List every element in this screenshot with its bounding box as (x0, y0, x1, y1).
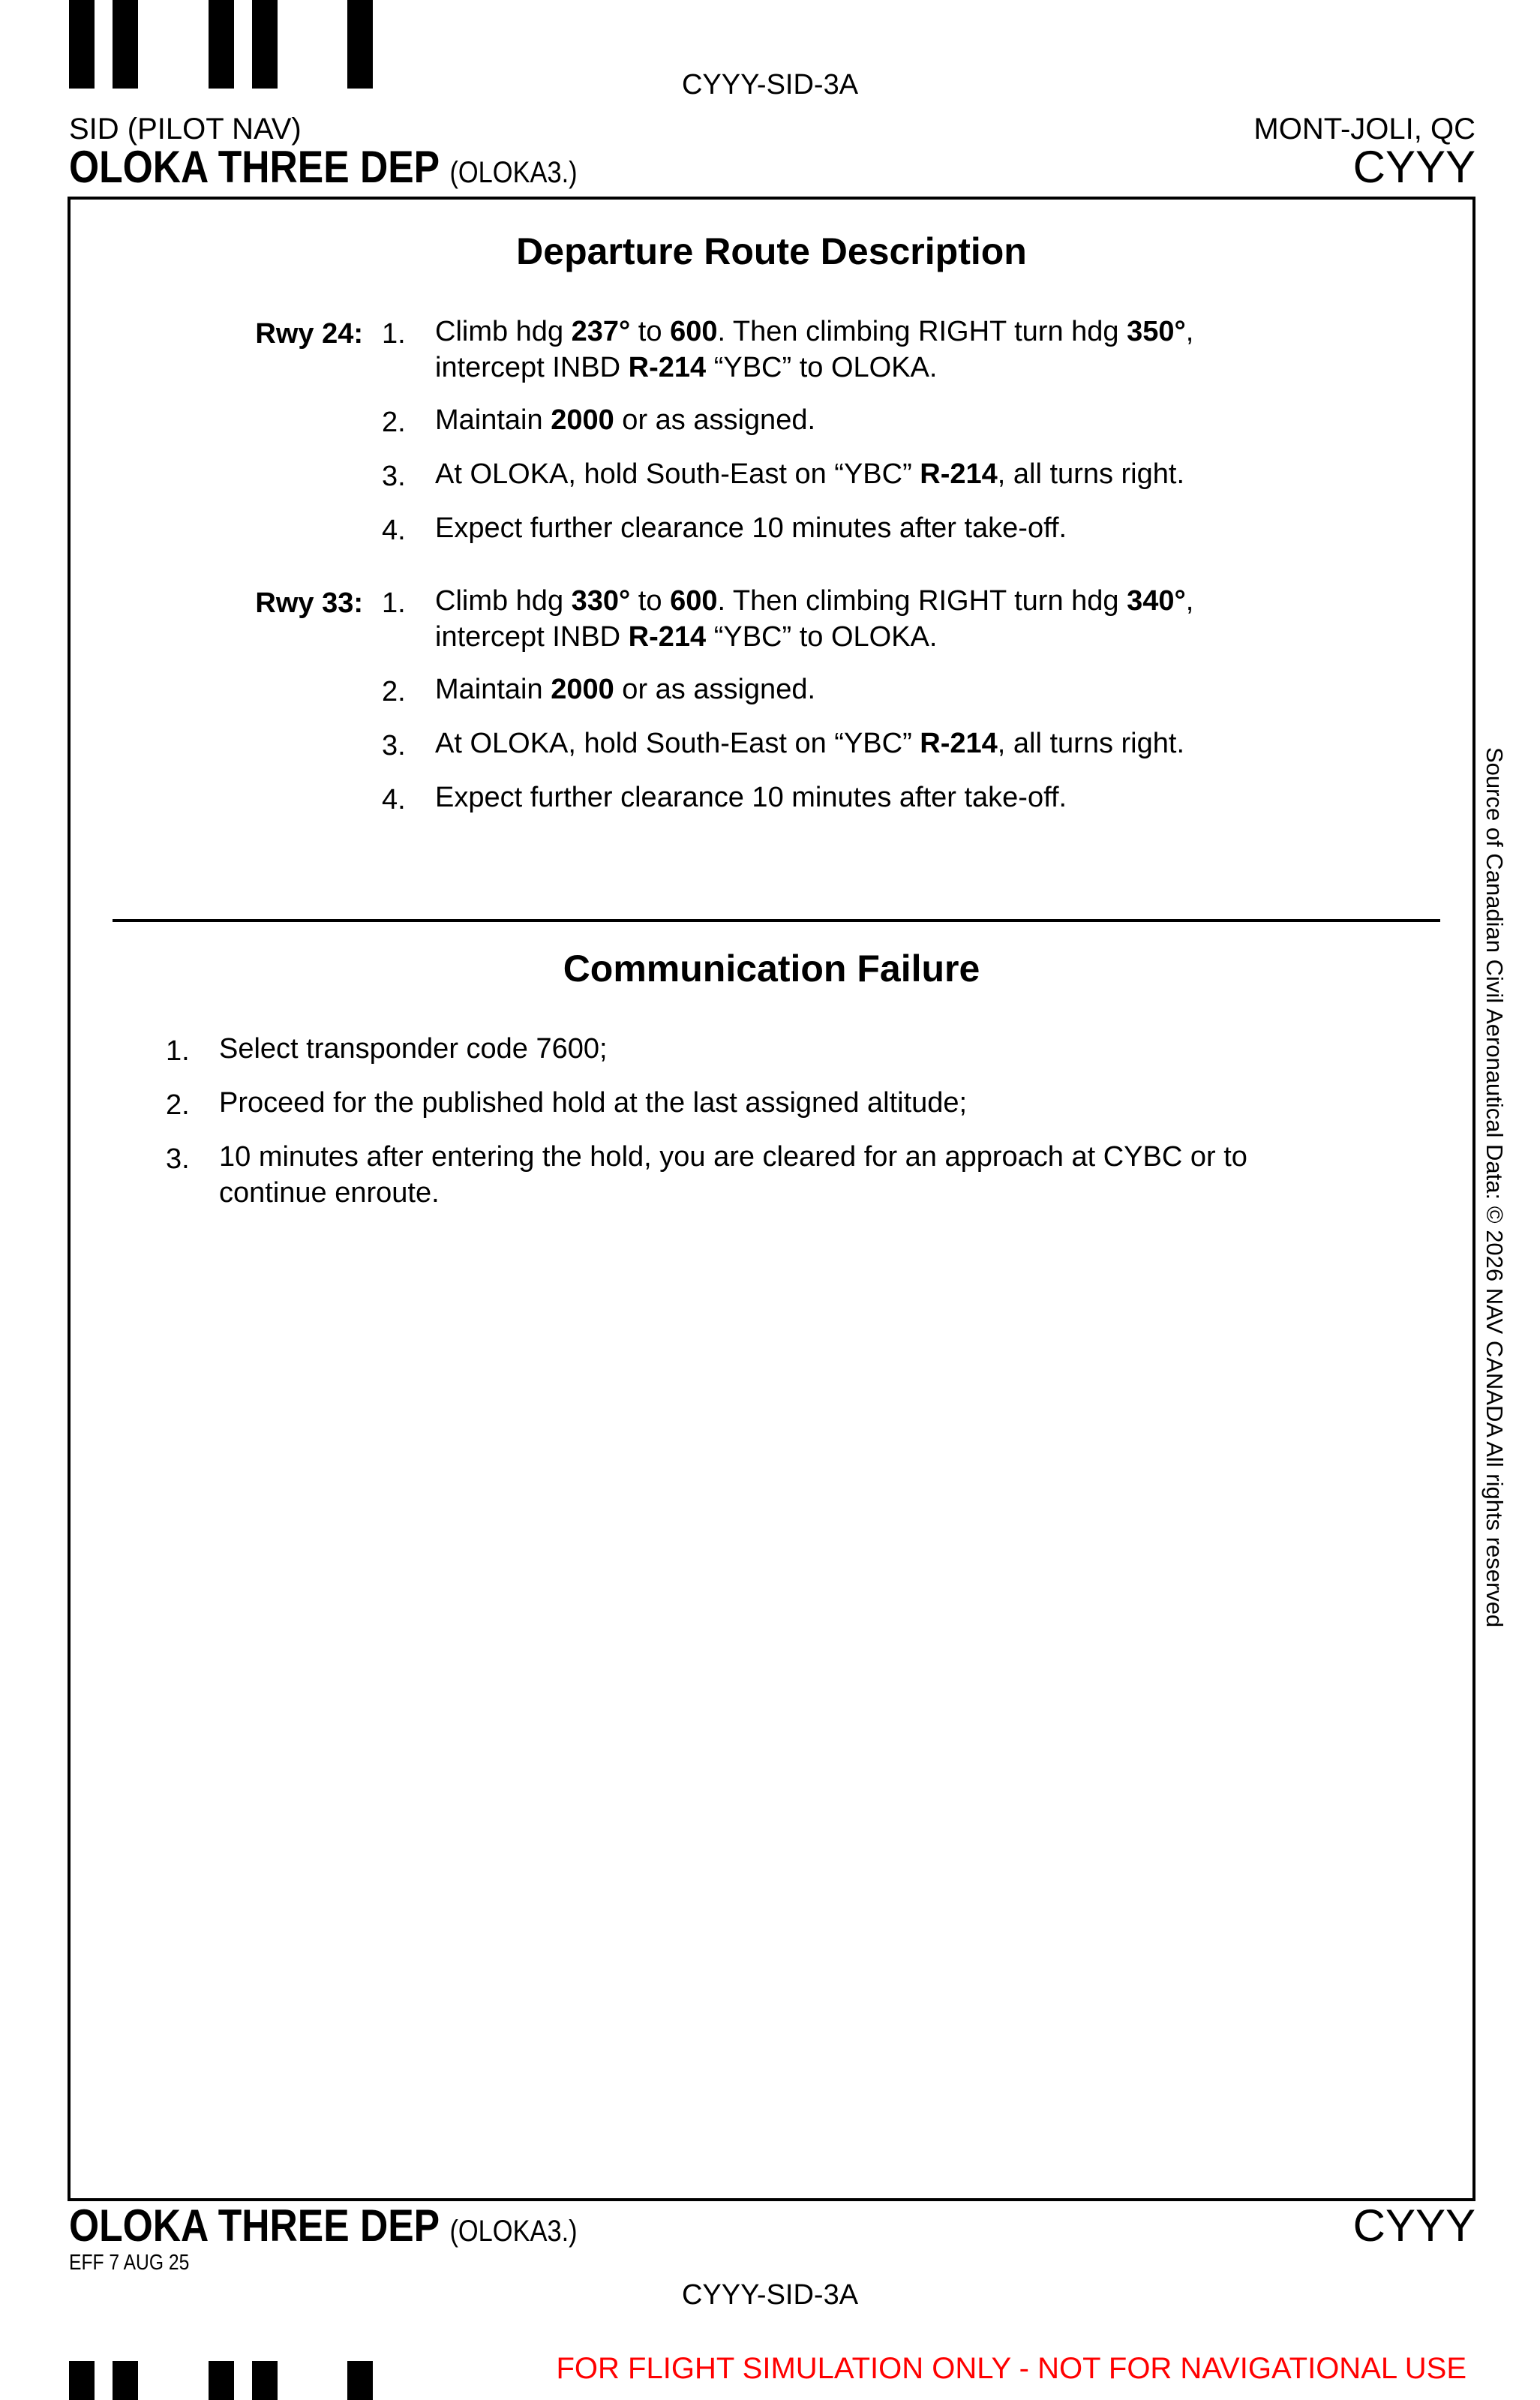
procedure-title (69, 141, 578, 193)
barcode-mark-bottom (113, 2361, 138, 2400)
step-number: 2. (166, 1089, 190, 1121)
icao-code: CYYY (1352, 142, 1475, 192)
rwy-33-step-3: At OLOKA, hold South-East on “YBC” R-214, all turns right. (435, 728, 1185, 759)
comm-failure-heading: Communication Failure (563, 948, 980, 990)
comm-failure-item-1: Select transponder code 7600; (219, 1033, 608, 1065)
step-number: 3. (382, 461, 406, 492)
footer-icao-code: CYYY (1352, 2200, 1475, 2251)
rwy-24-step-1-line-2: intercept INBD R-214 “YBC” to OLOKA. (435, 352, 938, 383)
comm-failure-item-3-line-1: 10 minutes after entering the hold, you are cleared for an approach at CYBC or to (219, 1141, 1247, 1173)
title-code: (OLOKA3.) (449, 156, 578, 189)
step-number: 2. (382, 676, 406, 707)
simulation-only-note: FOR FLIGHT SIMULATION ONLY - NOT FOR NAVIGATIONAL USE (556, 2352, 1466, 2385)
rwy-24-label: Rwy 24: (255, 318, 363, 350)
chart-frame (68, 197, 1475, 2201)
step-number: 1. (382, 318, 406, 350)
rwy-33-step-2: Maintain 2000 or as assigned. (435, 674, 816, 705)
footer-title-code: (OLOKA3.) (449, 2215, 578, 2248)
section-divider (113, 919, 1440, 922)
step-number: 2. (382, 407, 406, 438)
footer-title (69, 2200, 578, 2251)
data-source-note: Source of Canadian Civil Aeronautical Data: © 2026 NAV CANADA All rights reserved (1481, 747, 1508, 1628)
effective-date: EFF 7 AUG 25 (69, 2251, 190, 2275)
rwy-24-step-1-line-1: Climb hdg 237° to 600. Then climbing RIGHT turn hdg 350°, (435, 316, 1194, 347)
chart-id-bottom: CYYY-SID-3A (681, 2279, 859, 2311)
departure-heading: Departure Route Description (516, 230, 1027, 272)
rwy-24-step-2: Maintain 2000 or as assigned. (435, 404, 816, 436)
rwy-33-step-4: Expect further clearance 10 minutes after take-off. (435, 782, 1067, 813)
step-number: 4. (382, 515, 406, 546)
comm-failure-item-3-line-2: continue enroute. (219, 1177, 440, 1209)
rwy-24-step-3: At OLOKA, hold South-East on “YBC” R-214, all turns right. (435, 458, 1185, 490)
barcode-mark-bottom (347, 2361, 373, 2400)
title-text: OLOKA THREE DEP (69, 142, 440, 192)
barcode-mark-bottom (69, 2361, 95, 2400)
step-number: 3. (166, 1143, 190, 1175)
barcode-mark-bottom (252, 2361, 278, 2400)
rwy-33-step-1-line-1: Climb hdg 330° to 600. Then climbing RIGHT turn hdg 340°, (435, 585, 1194, 617)
barcode-mark-bottom (209, 2361, 234, 2400)
location: MONT-JOLI, QC (1253, 113, 1475, 146)
rwy-33-label: Rwy 33: (255, 587, 363, 619)
step-number: 1. (166, 1035, 190, 1067)
comm-failure-item-2: Proceed for the published hold at the last assigned altitude; (219, 1087, 968, 1119)
rwy-33-step-1-line-2: intercept INBD R-214 “YBC” to OLOKA. (435, 621, 938, 653)
step-number: 1. (382, 587, 406, 619)
footer-title-text: OLOKA THREE DEP (69, 2200, 440, 2251)
procedure-type: SID (PILOT NAV) (69, 113, 302, 146)
rwy-24-step-4: Expect further clearance 10 minutes after take-off. (435, 512, 1067, 544)
chart-id-top: CYYY-SID-3A (681, 69, 859, 101)
step-number: 3. (382, 730, 406, 761)
step-number: 4. (382, 784, 406, 816)
